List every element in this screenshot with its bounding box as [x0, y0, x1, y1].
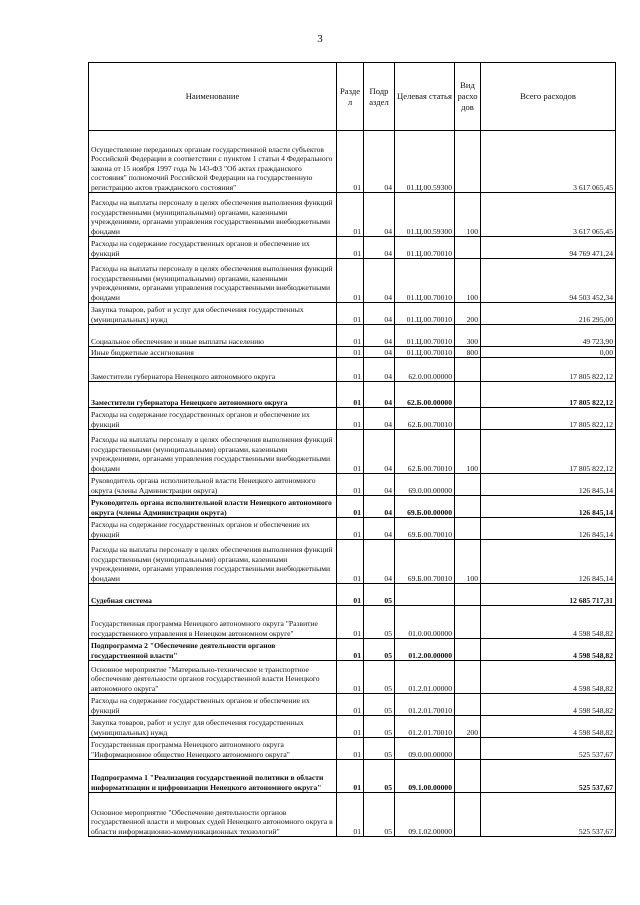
row-subsection: 05 [364, 606, 395, 639]
row-amount: 126 845,14 [481, 540, 616, 584]
row-expense-type [455, 131, 481, 193]
row-expense-type: 300 [455, 325, 481, 347]
table-row [89, 716, 616, 738]
row-subsection: 04 [364, 518, 395, 540]
row-subsection: 04 [364, 408, 395, 430]
row-subsection: 05 [364, 738, 395, 760]
row-target [395, 584, 455, 606]
row-name: Расходы на содержание государственных органов и обеспечение их функций [89, 408, 337, 430]
row-section: 01 [337, 303, 364, 325]
row-section: 01 [337, 540, 364, 584]
row-subsection: 04 [364, 131, 395, 193]
row-section: 01 [337, 193, 364, 237]
row-amount: 0,00 [481, 347, 616, 358]
row-subsection: 05 [364, 760, 395, 793]
row-section: 01 [337, 259, 364, 303]
row-expense-type: 800 [455, 347, 481, 358]
table-row [89, 606, 616, 639]
row-section: 01 [337, 382, 364, 408]
table-row [89, 661, 616, 694]
row-amount: 12 685 717,31 [481, 584, 616, 606]
row-subsection: 05 [364, 793, 395, 837]
row-expense-type [455, 237, 481, 259]
table-row [89, 496, 616, 518]
row-expense-type: 100 [455, 193, 481, 237]
row-target: 69.Б.00.70010 [395, 540, 455, 584]
row-expense-type [455, 738, 481, 760]
table-row [89, 738, 616, 760]
row-amount: 17 805 822,12 [481, 408, 616, 430]
row-name: Расходы на выплаты персоналу в целях обеспечения выполнения функций государственными (муниципальными) органами, казенными учреждениями, органами управления государственными внебюджетными фондами [89, 193, 337, 237]
row-amount: 4 598 548,82 [481, 716, 616, 738]
row-amount: 525 537,67 [481, 760, 616, 793]
table-row [89, 518, 616, 540]
row-name: Судебная система [89, 584, 337, 606]
row-section: 01 [337, 131, 364, 193]
row-target: 62.Б.00.70010 [395, 408, 455, 430]
row-expense-type [455, 408, 481, 430]
header-name: Наименование [89, 63, 337, 131]
row-name: Основное мероприятие "Материально-техническое и транспортное обеспечение деятельности органов государственной власти Ненецкого автономного округа" [89, 661, 337, 694]
row-amount: 94 503 452,34 [481, 259, 616, 303]
row-section: 01 [337, 518, 364, 540]
row-expense-type: 100 [455, 430, 481, 474]
row-expense-type: 200 [455, 303, 481, 325]
row-section: 01 [337, 793, 364, 837]
row-expense-type [455, 661, 481, 694]
row-name: Подпрограмма 1 "Реализация государственной политики в области информатизации и цифровизации Ненецкого автономного округа" [89, 760, 337, 793]
table-row [89, 382, 616, 408]
row-expense-type [455, 496, 481, 518]
budget-table [88, 62, 616, 837]
table-row [89, 347, 616, 358]
row-subsection: 04 [364, 347, 395, 358]
table-row [89, 237, 616, 259]
row-target: 01.Ц.00.70010 [395, 347, 455, 358]
row-name: Закупка товаров, работ и услуг для обеспечения государственных (муниципальных) нужд [89, 303, 337, 325]
table-row [89, 760, 616, 793]
row-expense-type: 100 [455, 540, 481, 584]
row-section: 01 [337, 237, 364, 259]
table-row [89, 694, 616, 716]
row-name: Государственная программа Ненецкого автономного округа "Информационное общество Ненецкого автономного округа" [89, 738, 337, 760]
row-name: Руководитель органа исполнительной власти Ненецкого автономного округа (члены Администрации округа) [89, 474, 337, 496]
row-amount: 94 769 471,24 [481, 237, 616, 259]
row-amount: 4 598 548,82 [481, 661, 616, 694]
row-name: Расходы на выплаты персоналу в целях обеспечения выполнения функций государственными (муниципальными) органами, казенными учреждениями, органами управления государственными внебюджетными фондами [89, 540, 337, 584]
row-amount: 126 845,14 [481, 518, 616, 540]
row-target: 09.1.00.00000 [395, 760, 455, 793]
row-target: 62.Б.00.00000 [395, 382, 455, 408]
row-target: 69.0.00.00000 [395, 474, 455, 496]
table-row [89, 408, 616, 430]
row-subsection: 05 [364, 694, 395, 716]
row-section: 01 [337, 639, 364, 661]
row-subsection: 04 [364, 303, 395, 325]
row-subsection: 04 [364, 430, 395, 474]
row-target: 01.Ц.00.70010 [395, 303, 455, 325]
row-target: 01.Ц.00.59300 [395, 193, 455, 237]
row-expense-type [455, 694, 481, 716]
row-name: Заместители губернатора Ненецкого автономного округа [89, 358, 337, 382]
row-section: 01 [337, 694, 364, 716]
row-target: 69.Б.00.70010 [395, 518, 455, 540]
row-name: Осуществление переданных органам государственной власти субъектов Российской Федерации в соответствии с пунктом 1 статьи 4 Федерального закона от 15 ноября 1997 года № 143-ФЗ "Об актах гражданского состояния" полномочий Российской Федерации на государственную регистрацию актов гражданского состояния" [89, 131, 337, 193]
row-section: 01 [337, 408, 364, 430]
row-subsection: 04 [364, 474, 395, 496]
row-amount: 4 598 548,82 [481, 606, 616, 639]
header-subsection: Подр аздел [364, 63, 395, 131]
row-target: 01.2.01.70010 [395, 694, 455, 716]
header-target: Целевая статья [395, 63, 455, 131]
row-expense-type [455, 760, 481, 793]
row-amount: 4 598 548,82 [481, 694, 616, 716]
header-total: Всего расходов [481, 63, 616, 131]
row-section: 01 [337, 347, 364, 358]
row-expense-type [455, 518, 481, 540]
row-subsection: 04 [364, 358, 395, 382]
row-name: Основное мероприятие "Обеспечение деятельности органов государственной власти и мировых судей Ненецкого автономного округа в области информационно-коммуникационных технологий" [89, 793, 337, 837]
row-target: 62.0.00.00000 [395, 358, 455, 382]
table-header [89, 63, 616, 131]
row-amount: 126 845,14 [481, 496, 616, 518]
row-section: 01 [337, 606, 364, 639]
row-expense-type [455, 793, 481, 837]
row-name: Закупка товаров, работ и услуг для обеспечения государственных (муниципальных) нужд [89, 716, 337, 738]
row-name: Расходы на содержание государственных органов и обеспечение их функций [89, 694, 337, 716]
row-name: Расходы на содержание государственных органов и обеспечение их функций [89, 237, 337, 259]
row-amount: 17 805 822,12 [481, 358, 616, 382]
table-row [89, 474, 616, 496]
header-section: Разде л [337, 63, 364, 131]
row-target: 01.Ц.00.70010 [395, 325, 455, 347]
row-expense-type [455, 358, 481, 382]
row-target: 09.0.00.00000 [395, 738, 455, 760]
row-subsection: 05 [364, 639, 395, 661]
row-expense-type [455, 474, 481, 496]
row-section: 01 [337, 738, 364, 760]
table-row [89, 303, 616, 325]
row-subsection: 04 [364, 237, 395, 259]
row-target: 01.2.01.00000 [395, 661, 455, 694]
row-amount: 525 537,67 [481, 793, 616, 837]
row-subsection: 04 [364, 382, 395, 408]
row-section: 01 [337, 474, 364, 496]
row-name: Расходы на выплаты персоналу в целях обеспечения выполнения функций государственными (муниципальными) органами, казенными учреждениями, органами управления государственными внебюджетными фондами [89, 259, 337, 303]
row-subsection: 04 [364, 193, 395, 237]
row-subsection: 05 [364, 661, 395, 694]
row-amount: 3 617 065,45 [481, 131, 616, 193]
row-section: 01 [337, 760, 364, 793]
row-expense-type [455, 584, 481, 606]
row-amount: 17 805 822,12 [481, 382, 616, 408]
row-expense-type [455, 639, 481, 661]
row-amount: 126 845,14 [481, 474, 616, 496]
row-target: 01.0.00.00000 [395, 606, 455, 639]
row-subsection: 05 [364, 584, 395, 606]
row-name: Расходы на выплаты персоналу в целях обеспечения выполнения функций государственными (муниципальными) органами, казенными учреждениями, органами управления государственными внебюджетными фондами [89, 430, 337, 474]
row-name: Руководитель органа исполнительной власти Ненецкого автономного округа (члены Администрации округа) [89, 496, 337, 518]
row-amount: 17 805 822,12 [481, 430, 616, 474]
row-name: Государственная программа Ненецкого автономного округа "Развитие государственного управления в Ненецком автономном округе" [89, 606, 337, 639]
row-target: 01.Ц.00.70010 [395, 237, 455, 259]
row-section: 01 [337, 430, 364, 474]
table-row [89, 131, 616, 193]
table-row [89, 325, 616, 347]
table-row [89, 358, 616, 382]
row-expense-type [455, 382, 481, 408]
row-section: 01 [337, 358, 364, 382]
table-row [89, 259, 616, 303]
page-number: 3 [317, 33, 323, 45]
row-subsection: 04 [364, 259, 395, 303]
table-row [89, 639, 616, 661]
row-target: 69.Б.00.00000 [395, 496, 455, 518]
row-name: Подпрограмма 2 "Обеспечение деятельности органов государственной власти" [89, 639, 337, 661]
table-row [89, 430, 616, 474]
row-amount: 216 295,00 [481, 303, 616, 325]
row-section: 01 [337, 496, 364, 518]
row-subsection: 04 [364, 325, 395, 347]
row-target: 62.Б.00.70010 [395, 430, 455, 474]
row-section: 01 [337, 584, 364, 606]
row-subsection: 04 [364, 540, 395, 584]
row-subsection: 04 [364, 496, 395, 518]
row-expense-type: 100 [455, 259, 481, 303]
row-amount: 49 723,90 [481, 325, 616, 347]
row-amount: 4 598 548,82 [481, 639, 616, 661]
header-expense-type: Вид расхо дов [455, 63, 481, 131]
table-row [89, 540, 616, 584]
row-target: 09.1.02.00000 [395, 793, 455, 837]
table-row [89, 584, 616, 606]
row-amount: 3 617 065,45 [481, 193, 616, 237]
row-name: Социальное обеспечение и иные выплаты населению [89, 325, 337, 347]
row-name: Иные бюджетные ассигнования [89, 347, 337, 358]
row-section: 01 [337, 661, 364, 694]
table-row [89, 793, 616, 837]
row-name: Расходы на содержание государственных органов и обеспечение их функций [89, 518, 337, 540]
row-target: 01.2.01.70010 [395, 716, 455, 738]
row-target: 01.Ц.00.59300 [395, 131, 455, 193]
row-subsection: 05 [364, 716, 395, 738]
table-row [89, 193, 616, 237]
row-expense-type [455, 606, 481, 639]
row-amount: 525 537,67 [481, 738, 616, 760]
row-section: 01 [337, 716, 364, 738]
row-name: Заместители губернатора Ненецкого автономного округа [89, 382, 337, 408]
row-target: 01.Ц.00.70010 [395, 259, 455, 303]
row-target: 01.2.00.00000 [395, 639, 455, 661]
row-section: 01 [337, 325, 364, 347]
row-expense-type: 200 [455, 716, 481, 738]
